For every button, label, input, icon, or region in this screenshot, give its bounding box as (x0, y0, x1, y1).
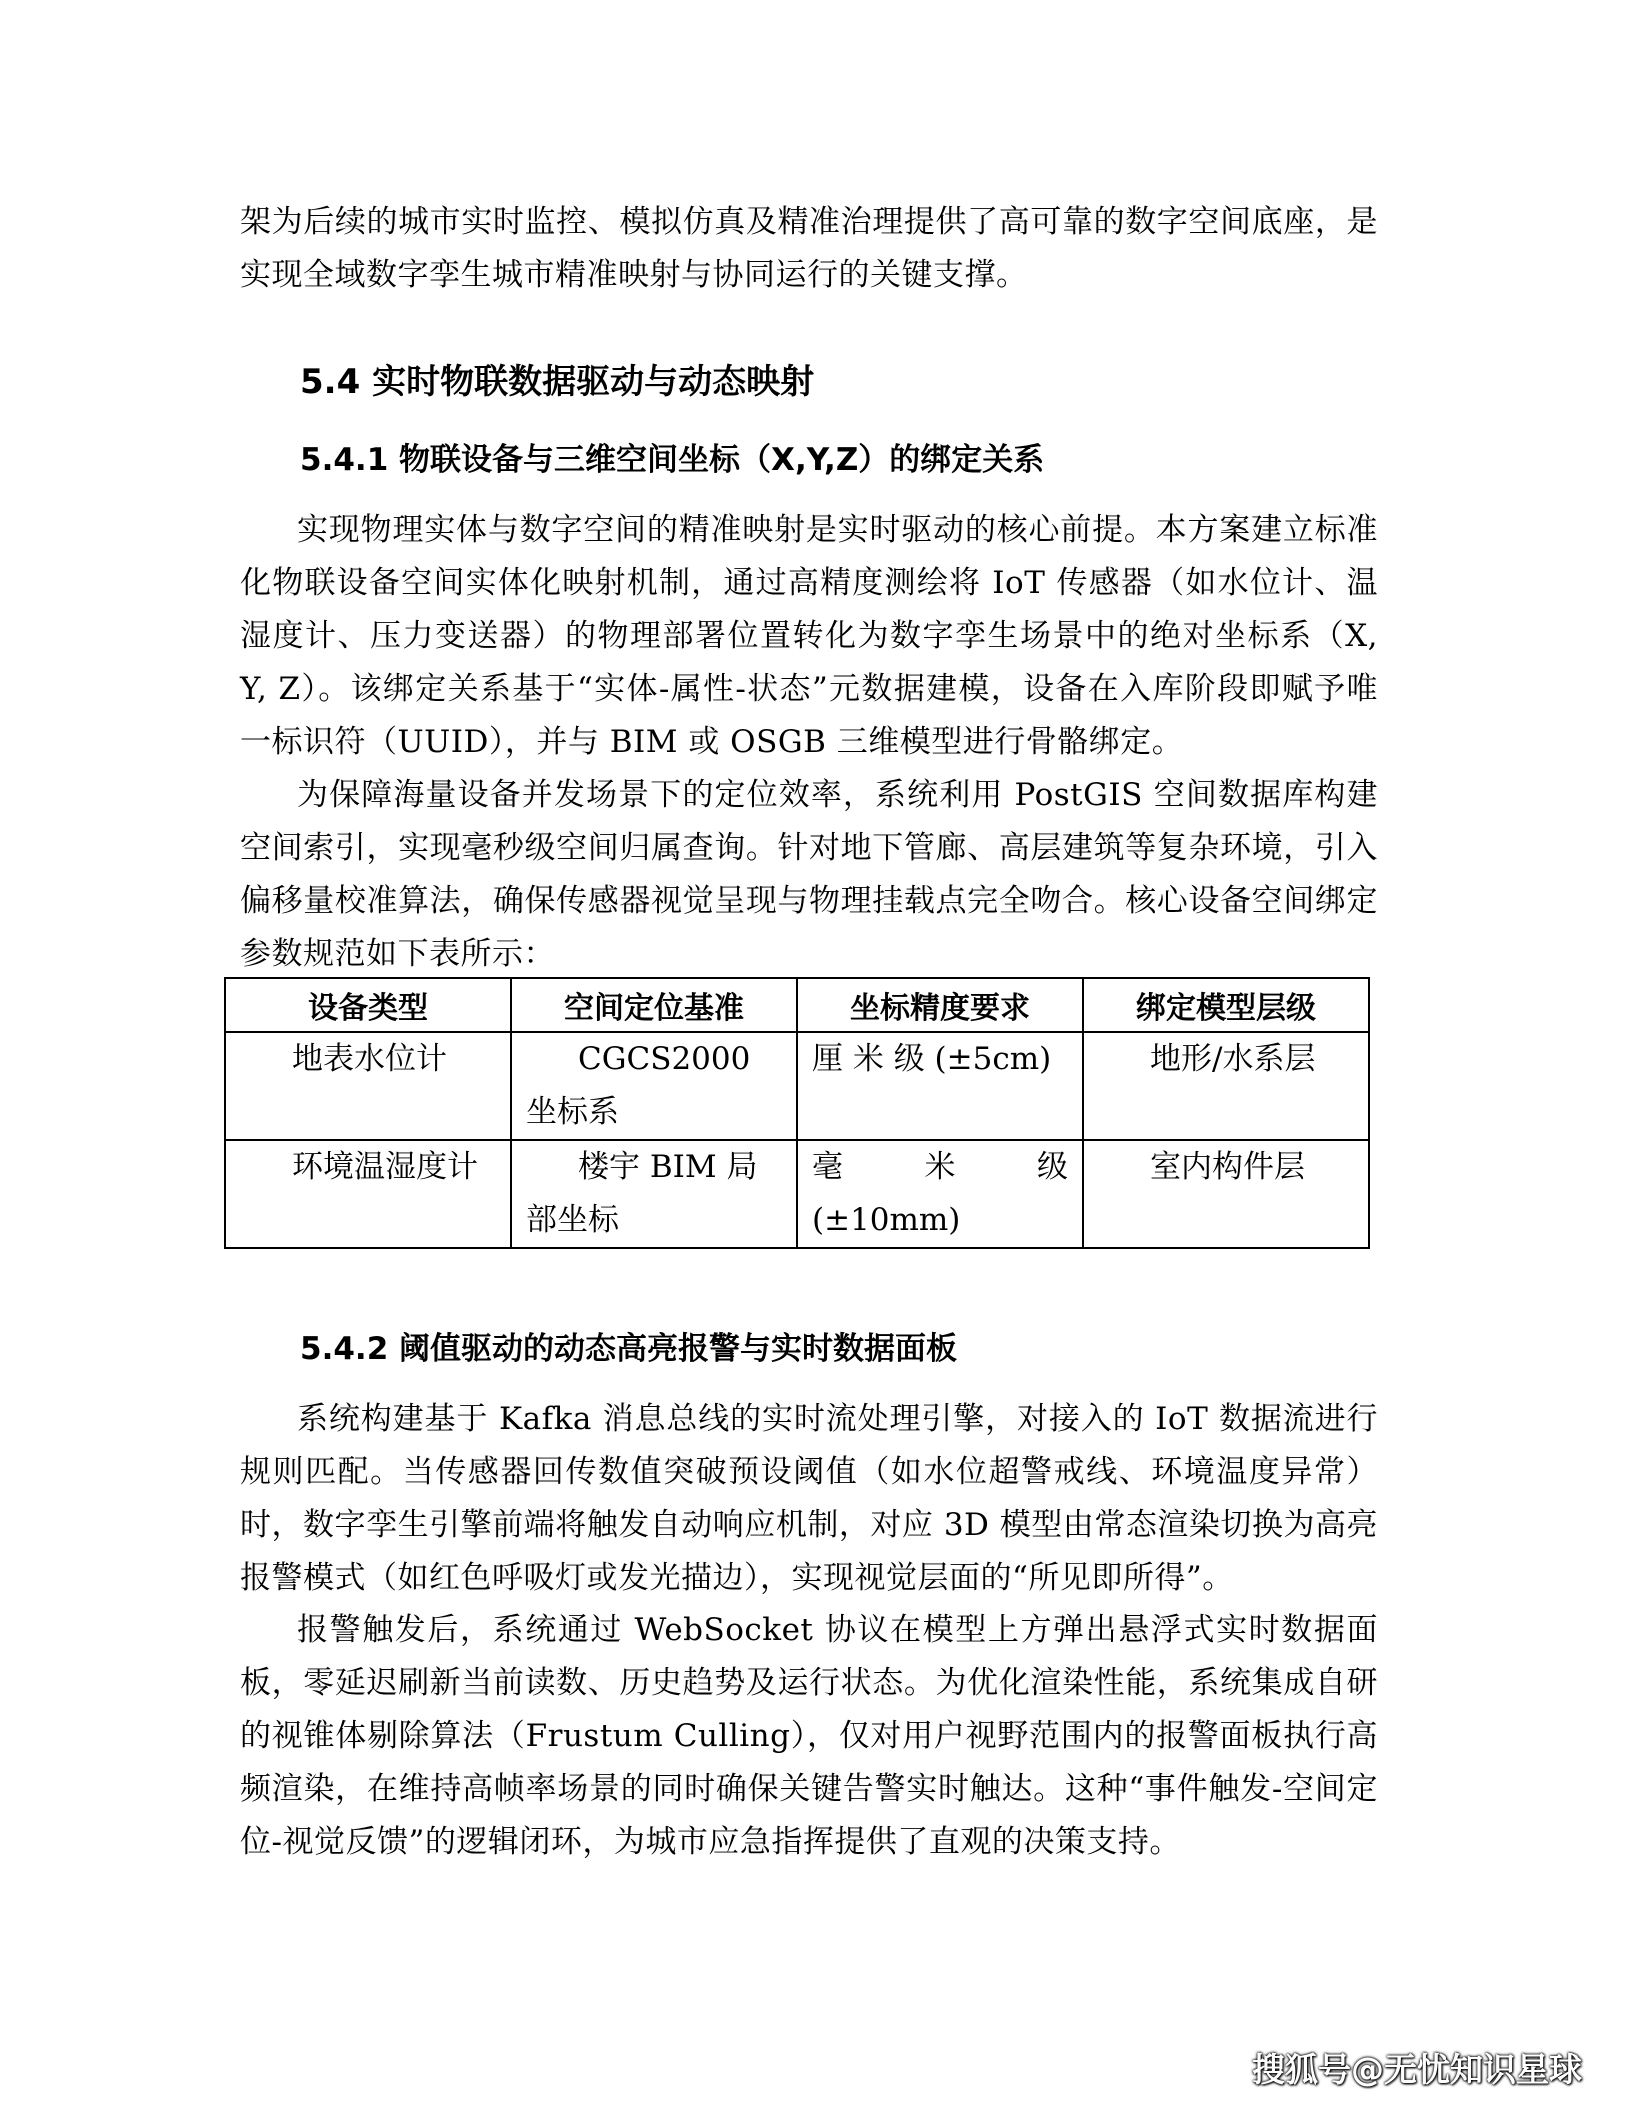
table-row (225, 1140, 1369, 1248)
table-header-cell: 绑定模型层级 (1083, 978, 1369, 1032)
section-heading: 5.4 实时物联数据驱动与动态映射 (300, 362, 815, 402)
table-header-cell: 设备类型 (225, 978, 511, 1032)
subsection-1-paragraph-1: 实现物理实体与数字空间的精准映射是实时驱动的核心前提。本方案建立标准化物联设备空间实体化映射机制，通过高精度测绘将 IoT 传感器（如水位计、温湿度计、压力变送器）的物理部署位置转化为数字孪生场景中的绝对坐标系（X, Y, Z）。该绑定关系基于“实体-属性-状态”元数据建模，设备在入库阶段即赋予唯一标识符（UUID），并与 BIM 或 OSGB 三维模型进行骨骼绑定。 (240, 512, 1378, 760)
table-cell-model-layer: 地形/水系层 (1083, 1032, 1369, 1140)
subsection-heading-5-4-1: 5.4.1 物联设备与三维空间坐标（X,Y,Z）的绑定关系 (300, 442, 1045, 478)
table-cell-datum: 楼宇 BIM 局部坐标 (511, 1140, 797, 1248)
subsection-2-paragraph-1: 系统构建基于 Kafka 消息总线的实时流处理引擎，对接入的 IoT 数据流进行规则匹配。当传感器回传数值突破预设阈值（如水位超警戒线、环境温度异常）时，数字孪生引擎前端将触发自动响应机制，对应 3D 模型由常态渲染切换为高亮报警模式（如红色呼吸灯或发光描边），实现视觉层面的“所见即所得”。 (240, 1401, 1378, 1596)
table-header-cell: 坐标精度要求 (797, 978, 1083, 1032)
table-cell-model-layer: 室内构件层 (1083, 1140, 1369, 1248)
device-binding-table (224, 977, 1370, 1249)
table-cell-precision: 毫 米 级 (±10mm) (797, 1140, 1083, 1248)
table-cell-device-type: 地表水位计 (225, 1032, 511, 1140)
table-header-cell: 空间定位基准 (511, 978, 797, 1032)
table-cell-device-type: 环境温湿度计 (225, 1140, 511, 1248)
table-header-row (225, 978, 1369, 1032)
table-cell-precision: 厘 米 级 (±5cm) (797, 1032, 1083, 1140)
watermark-text: 搜狐号@无忧知识星球 (1252, 2050, 1582, 2089)
subsection-1-paragraph-2: 为保障海量设备并发场景下的定位效率，系统利用 PostGIS 空间数据库构建空间索引，实现毫秒级空间归属查询。针对地下管廊、高层建筑等复杂环境，引入偏移量校准算法，确保传感器视觉呈现与物理挂载点完全吻合。核心设备空间绑定参数规范如下表所示： (240, 777, 1378, 972)
subsection-2-paragraph-2: 报警触发后，系统通过 WebSocket 协议在模型上方弹出悬浮式实时数据面板，零延迟刷新当前读数、历史趋势及运行状态。为优化渲染性能，系统集成自研的视锥体剔除算法（Frustum Culling），仅对用户视野范围内的报警面板执行高频渲染，在维持高帧率场景的同时确保关键告警实时触达。这种“事件触发-空间定位-视觉反馈”的逻辑闭环，为城市应急指挥提供了直观的决策支持。 (240, 1612, 1378, 1860)
table-cell-datum: CGCS2000 坐标系 (511, 1032, 797, 1140)
subsection-heading-5-4-2: 5.4.2 阈值驱动的动态高亮报警与实时数据面板 (300, 1331, 958, 1367)
intro-paragraph: 架为后续的城市实时监控、模拟仿真及精准治理提供了高可靠的数字空间底座，是实现全域数字孪生城市精准映射与协同运行的关键支撑。 (240, 204, 1378, 293)
table-row (225, 1032, 1369, 1140)
